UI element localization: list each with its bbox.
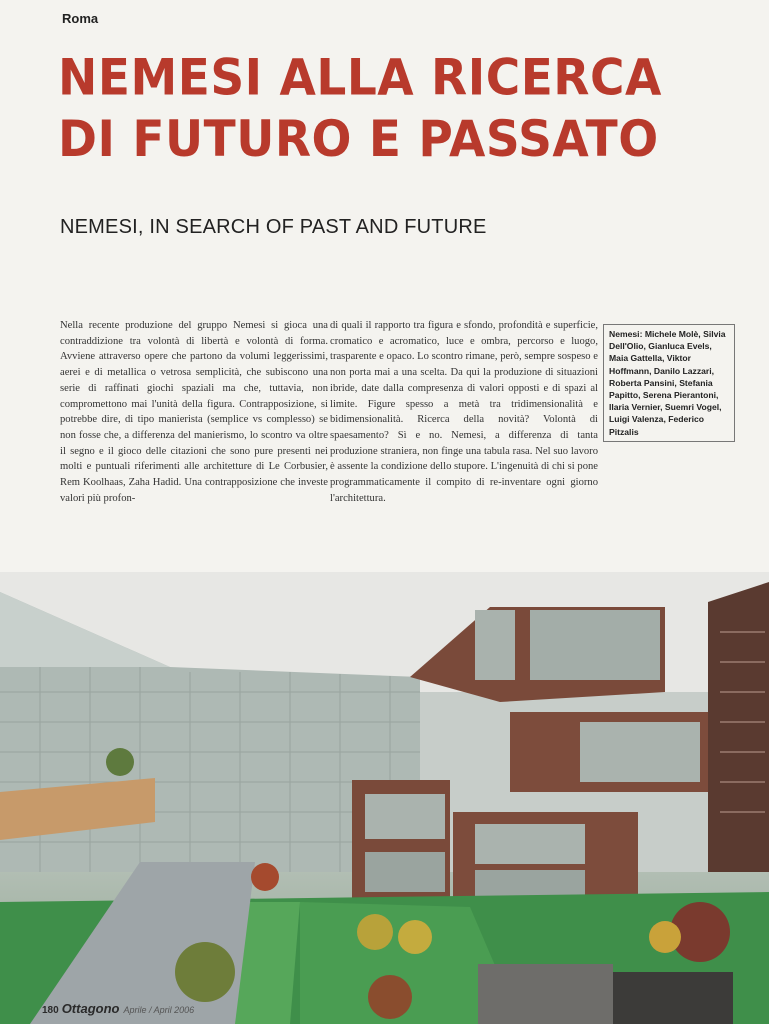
- body-column-2: di quali il rapporto tra figura e sfondo, profondità e superficie, cromatico e acromatico, luce e ombra, percorso e luogo, trasparente e opaco. Lo scontro rimane, però, sempre sospeso e non porta mai a una scelta. Da qui la produzione di situazioni ibride, date dalla compresenza di valori opposti e di spazi al limite. Figure spesso a metà tra tridimensionalità e bidimensionalità. Ricerca della novità? Volontà di spaesamento? Sì e no. Nemesi, a differenza di tanta produzione straniera, non finge una tabula rasa. Nel suo lavoro è assente la condizione dello stupore. L'ingenuità di chi si pone programmaticamente il compito di re-inventare ogni giorno l'architettura.: [330, 320, 598, 504]
- architectural-render-image: [0, 572, 769, 1024]
- page-number: 180: [42, 1005, 59, 1016]
- article-title: [58, 48, 748, 171]
- magazine-name: Ottagono: [61, 1001, 120, 1016]
- page-footer: [42, 1000, 194, 1018]
- article-subtitle: NEMESI, IN SEARCH OF PAST AND FUTURE: [60, 216, 487, 238]
- title-line-2: DI FUTURO E PASSATO: [58, 110, 659, 169]
- body-column-1: Nella recente produzione del gruppo Nemesi si gioca una contraddizione tra volontà di libertà e volontà di forma. Avviene attraverso opere che partono da volumi leggerissimi, aerei e di metallica o vetrosa semplicità, che subiscono una serie di raffinati giochi spaziali ma che, tuttavia, non compromettono mai l'unità della figura. Contrapposizione, si potrebbe dire, di tipo manierista (semplice vs complesso) se non fosse che, a differenza del manierismo, lo scontro va oltre il segno e il gioco delle citazioni che sono pure presenti nei molti e puntuali riferimenti alle architetture di Le Corbusier, Rem Koolhaas, Zaha Hadid. Una contrapposizione che investe valori più profon-: [60, 320, 328, 504]
- issue-date: Aprile / April 2006: [123, 1005, 195, 1015]
- section-label: Roma: [62, 11, 99, 26]
- credits-box: Nemesi: Michele Molè, Silvia Dell'Olio, Gianluca Evels, Maia Gattella, Viktor Hoffmann, Danilo Lazzari, Roberta Pansini, Stefania Papitto, Serena Pierantoni, Ilaria Vernier, Suemri Vogel, Luigi Valenza, Federico Pitzalis: [603, 324, 735, 442]
- render-illustration: [0, 572, 769, 1024]
- title-line-1: NEMESI ALLA RICERCA: [58, 49, 662, 108]
